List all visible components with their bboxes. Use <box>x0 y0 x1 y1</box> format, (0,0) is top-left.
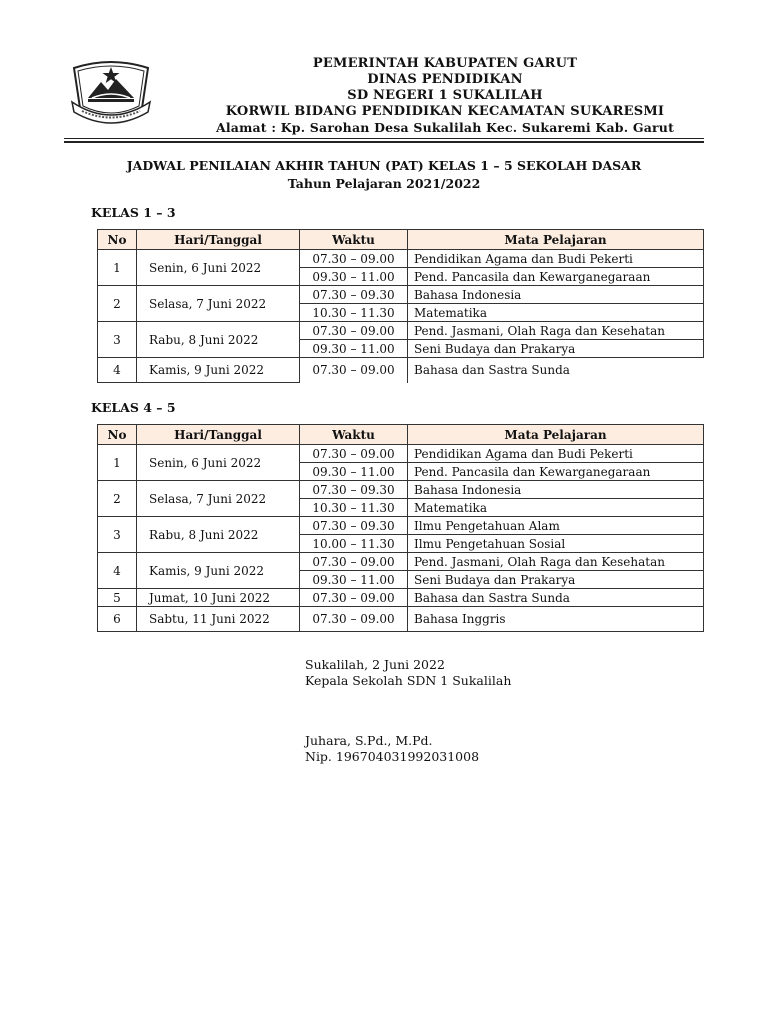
row-time: 10.30 – 11.30 <box>300 499 408 517</box>
row-subject: Ilmu Pengetahuan Alam <box>408 517 704 535</box>
table-row <box>98 322 704 340</box>
header-no: No <box>98 425 137 445</box>
row-subject: Pend. Jasmani, Olah Raga dan Kesehatan <box>408 322 704 340</box>
row-no: 3 <box>98 322 137 358</box>
document-title <box>64 157 704 193</box>
table-row <box>98 250 704 268</box>
row-subject: Bahasa Indonesia <box>408 286 704 304</box>
letterhead-office: DINAS PENDIDIKAN <box>367 72 523 87</box>
table-row <box>98 517 704 535</box>
row-subject: Bahasa Inggris <box>408 607 704 632</box>
table2-label: KELAS 4 – 5 <box>91 400 176 415</box>
row-day: Kamis, 9 Juni 2022 <box>137 358 300 383</box>
letterhead-korwil: KORWIL BIDANG PENDIDIKAN KECAMATAN SUKARESMI <box>225 104 665 119</box>
row-time: 07.30 – 09.00 <box>300 607 408 632</box>
row-day: Senin, 6 Juni 2022 <box>137 250 300 286</box>
row-time: 07.30 – 09.00 <box>300 322 408 340</box>
row-subject: Pendidikan Agama dan Budi Pekerti <box>408 445 704 463</box>
row-time: 07.30 – 09.30 <box>300 481 408 499</box>
row-subject: Seni Budaya dan Prakarya <box>408 571 704 589</box>
row-day: Rabu, 8 Juni 2022 <box>137 322 300 358</box>
row-subject: Bahasa Indonesia <box>408 481 704 499</box>
row-day: Rabu, 8 Juni 2022 <box>137 517 300 553</box>
schedule-table-kelas-4-5 <box>97 424 704 632</box>
row-subject: Bahasa dan Sastra Sunda <box>408 358 704 383</box>
letterhead-address: Alamat : Kp. Sarohan Desa Sukalilah Kec. Sukaremi Kab. Garut <box>215 120 675 135</box>
signature-nip: Nip. 196704031992031008 <box>305 749 480 764</box>
row-time: 09.30 – 11.00 <box>300 340 408 358</box>
header-time: Waktu <box>300 230 408 250</box>
table-row <box>98 445 704 463</box>
schedule-table-kelas-1-3 <box>97 229 704 383</box>
row-day: Senin, 6 Juni 2022 <box>137 445 300 481</box>
garut-regency-logo <box>68 58 154 128</box>
row-no: 1 <box>98 445 137 481</box>
row-no: 1 <box>98 250 137 286</box>
signature-position: Kepala Sekolah SDN 1 Sukalilah <box>305 673 512 688</box>
row-time: 10.00 – 11.30 <box>300 535 408 553</box>
header-day: Hari/Tanggal <box>137 230 300 250</box>
row-day: Jumat, 10 Juni 2022 <box>137 589 300 607</box>
header-subject: Mata Pelajaran <box>408 230 704 250</box>
row-time: 07.30 – 09.00 <box>300 553 408 571</box>
row-time: 07.30 – 09.00 <box>300 445 408 463</box>
signature-place-date: Sukalilah, 2 Juni 2022 <box>305 657 445 672</box>
row-subject: Pend. Pancasila dan Kewarganegaraan <box>408 268 704 286</box>
table-header-row <box>98 230 704 250</box>
row-no: 2 <box>98 481 137 517</box>
row-time: 07.30 – 09.00 <box>300 589 408 607</box>
row-subject: Matematika <box>408 499 704 517</box>
signature-name: Juhara, S.Pd., M.Pd. <box>305 733 433 748</box>
row-no: 2 <box>98 286 137 322</box>
row-day: Selasa, 7 Juni 2022 <box>137 481 300 517</box>
table-row <box>98 607 704 632</box>
row-no: 4 <box>98 358 137 383</box>
row-day: Selasa, 7 Juni 2022 <box>137 286 300 322</box>
header-subject: Mata Pelajaran <box>408 425 704 445</box>
row-time: 10.30 – 11.30 <box>300 304 408 322</box>
row-no: 5 <box>98 589 137 607</box>
table-header-row <box>98 425 704 445</box>
row-subject: Pend. Pancasila dan Kewarganegaraan <box>408 463 704 481</box>
row-time: 07.30 – 09.00 <box>300 250 408 268</box>
row-subject: Pend. Jasmani, Olah Raga dan Kesehatan <box>408 553 704 571</box>
header-day: Hari/Tanggal <box>137 425 300 445</box>
row-no: 4 <box>98 553 137 589</box>
row-subject: Ilmu Pengetahuan Sosial <box>408 535 704 553</box>
row-subject: Pendidikan Agama dan Budi Pekerti <box>408 250 704 268</box>
letterhead <box>150 56 740 136</box>
row-day: Kamis, 9 Juni 2022 <box>137 553 300 589</box>
row-subject: Bahasa dan Sastra Sunda <box>408 589 704 607</box>
row-time: 09.30 – 11.00 <box>300 268 408 286</box>
row-day: Sabtu, 11 Juni 2022 <box>137 607 300 632</box>
row-time: 07.30 – 09.30 <box>300 286 408 304</box>
letterhead-rule-thick <box>64 141 704 143</box>
row-time: 07.30 – 09.00 <box>300 358 408 383</box>
letterhead-government: PEMERINTAH KABUPATEN GARUT <box>312 56 578 71</box>
table-row <box>98 481 704 499</box>
table-row <box>98 286 704 304</box>
row-time: 09.30 – 11.00 <box>300 571 408 589</box>
row-time: 07.30 – 09.30 <box>300 517 408 535</box>
table-row <box>98 589 704 607</box>
table-row <box>98 358 704 383</box>
header-time: Waktu <box>300 425 408 445</box>
row-subject: Seni Budaya dan Prakarya <box>408 340 704 358</box>
row-no: 3 <box>98 517 137 553</box>
title-main: JADWAL PENILAIAN AKHIR TAHUN (PAT) KELAS 1 – 5 SEKOLAH DASAR <box>126 158 642 173</box>
table1-label: KELAS 1 – 3 <box>91 205 176 220</box>
title-year: Tahun Pelajaran 2021/2022 <box>287 176 481 191</box>
row-subject: Matematika <box>408 304 704 322</box>
table-row <box>98 553 704 571</box>
letterhead-school: SD NEGERI 1 SUKALILAH <box>347 88 543 103</box>
row-no: 6 <box>98 607 137 632</box>
row-time: 09.30 – 11.00 <box>300 463 408 481</box>
header-no: No <box>98 230 137 250</box>
letterhead-rule-thin <box>64 138 704 139</box>
